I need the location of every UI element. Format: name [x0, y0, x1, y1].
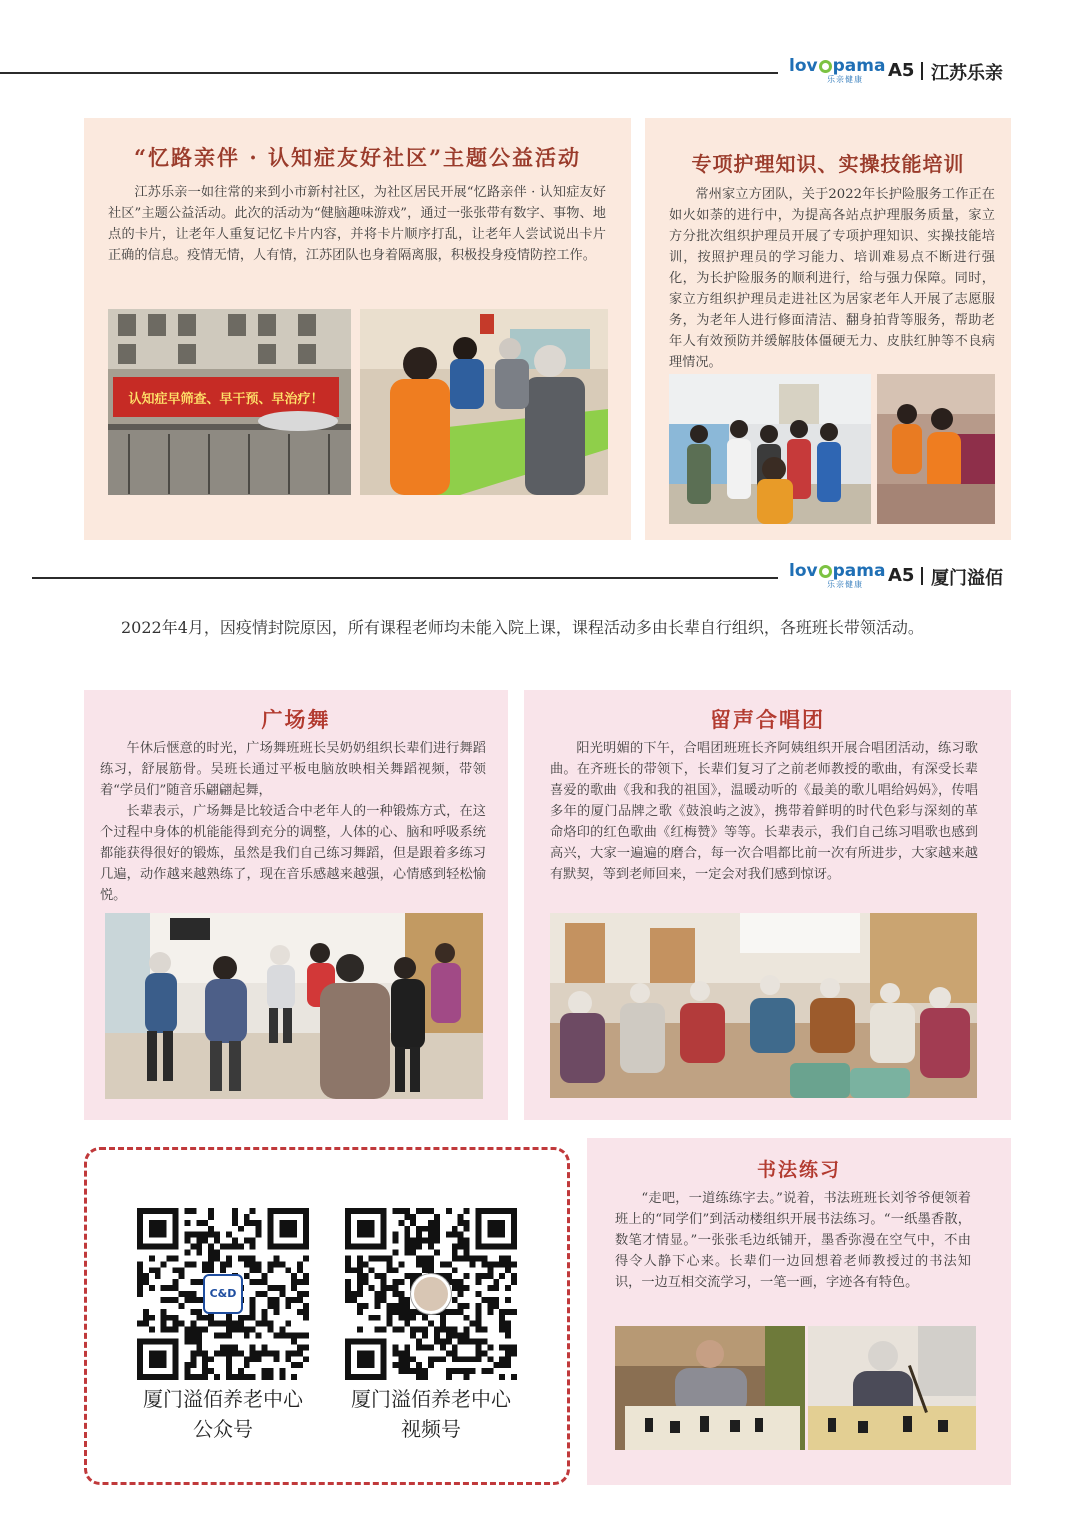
- qr-label-left: [113, 1384, 333, 1444]
- article-paragraph: 江苏乐亲一如往常的来到小市新村社区，为社区居民开展“忆路亲伴 · 认知症友好社区”主题公益活动。此次的活动为“健脑趣味游戏”，通过一张张带有数字、事物、地点的卡片，让老年人重复记忆卡片内容，并将卡片顺序打乱，让老年人尝试说出卡片正确的信息。疫情无情，人有情，江苏团队也身着隔离服，积极投身疫情防控工作。: [108, 185, 606, 263]
- photo-calligraphy-woman: [808, 1326, 976, 1450]
- qr-label-right: [321, 1384, 541, 1444]
- article-cognitive-friendly-community: [84, 118, 631, 540]
- qr-code-official-account[interactable]: [137, 1208, 309, 1380]
- photo-choir-practice: [550, 913, 977, 1098]
- lovpama-logo: [789, 563, 885, 589]
- article-paragraph: 长辈表示，广场舞是比较适合中老年人的一种锻炼方式，在这个过程中身体的机能能得到充分的调整，人体的心、脑和呼吸系统都能获得很好的锻炼，虽然是我们自己练习舞蹈，但是跟着多练习几遍，动作越来越熟练了，现在音乐感越来越强，心情感到轻松愉悦。: [100, 804, 486, 903]
- article-nursing-training: [645, 118, 1011, 540]
- logo-subtitle: 乐亲健康: [827, 75, 863, 84]
- logo-ring-icon: [819, 565, 832, 578]
- article-paragraph: “走吧，一道练练字去。”说着，书法班班长刘爷爷便领着班上的“同学们”到活动楼组织开展书法练习。“一纸墨香散，数笔才情显。”一张张毛边纸铺开，墨香弥漫在空气中，不由得令人静下心来。长辈们一边回想着老师教授过的书法知识，一边互相交流学习，一笔一画，字迹各有特色。: [615, 1191, 971, 1290]
- avatar-icon: [411, 1274, 451, 1314]
- article-paragraph: 常州家立方团队，关于2022年长护险服务工作正在如火如荼的进行中，为提高各站点护理服务质量，家立方分批次组织护理员开展了专项护理知识、实操技能培训，按照护理员的学习能力、培训难易点不断进行强化，为长护险服务的顺利进行，给与强力保障。同时，家立方组织护理员走进社区为居家老年人开展了志愿服务，为老年人进行修面清洁、翻身拍背等服务，帮助老年人有效预防并缓解肢体僵硬无力、皮肤红肿等不良病理情况。: [669, 187, 995, 370]
- cd-logo-icon: C&D: [203, 1274, 243, 1314]
- header-rule-top: [0, 72, 778, 74]
- article-body: [108, 182, 606, 266]
- qr-label-line: 公众号: [193, 1417, 253, 1441]
- qr-code-video-account[interactable]: [345, 1208, 517, 1380]
- qr-label-line: 厦门溢佰养老中心: [143, 1387, 303, 1411]
- article-choir: [524, 690, 1011, 1120]
- article-title: “忆路亲伴 · 认知症友好社区”主题公益活动: [133, 145, 582, 170]
- article-title: 留声合唱团: [710, 707, 825, 732]
- header-separator: [921, 62, 923, 80]
- header-separator: [921, 567, 923, 585]
- photo-square-dance: [105, 913, 483, 1099]
- article-paragraph: 午休后惬意的时光，广场舞班班长吴奶奶组织长辈们进行舞蹈练习，舒展筋骨。吴班长通过平板电脑放映相关舞蹈视频，带领着“学员们”随音乐翩翩起舞，: [100, 741, 486, 798]
- article-square-dance: [84, 690, 508, 1120]
- article-title: 广场舞: [261, 707, 331, 732]
- article-body: [100, 738, 486, 906]
- page-number: A5: [888, 565, 915, 586]
- section-name: 江苏乐亲: [931, 63, 1003, 84]
- photo-card-game: [360, 309, 608, 495]
- article-body: [669, 184, 995, 373]
- qr-label-line: 视频号: [401, 1417, 461, 1441]
- logo-text-right: pama: [832, 56, 886, 76]
- photo-training-group: [669, 374, 871, 524]
- article-title: 书法练习: [756, 1159, 841, 1181]
- section-name: 厦门溢佰: [931, 568, 1003, 589]
- intro-paragraph: 2022年4月，因疫情封院原因，所有课程老师均未能入院上课，课程活动多由长辈自行组织，各班班长带领活动。: [121, 618, 924, 637]
- logo-text-left: lov: [789, 561, 818, 581]
- photo-home-care-service: [877, 374, 995, 524]
- banner-text: 认知症早筛查、早干预、早治疗！: [128, 392, 324, 407]
- article-body: [615, 1188, 971, 1293]
- photo-community-banner: [108, 309, 351, 495]
- photo-calligraphy-man: [615, 1326, 805, 1450]
- logo-text-left: lov: [789, 56, 818, 76]
- qr-code-panel: [84, 1147, 570, 1485]
- logo-subtitle: 乐亲健康: [827, 580, 863, 589]
- article-calligraphy: [587, 1138, 1011, 1485]
- logo-text-right: pama: [832, 561, 886, 581]
- page-number: A5: [888, 60, 915, 81]
- header-rule-mid: [32, 577, 778, 579]
- article-body: [550, 738, 978, 885]
- lovpama-logo: [789, 58, 885, 84]
- article-title: 专项护理知识、实操技能培训: [691, 152, 965, 176]
- qr-label-line: 厦门溢佰养老中心: [351, 1387, 511, 1411]
- logo-ring-icon: [819, 60, 832, 73]
- article-paragraph: 阳光明媚的下午，合唱团班班长齐阿姨组织开展合唱团活动，练习歌曲。在齐班长的带领下，长辈们复习了之前老师教授的歌曲，有深受长辈喜爱的歌曲《我和我的祖国》，温暖动听的《最美的歌儿唱给妈妈》，传唱多年的厦门品牌之歌《鼓浪屿之波》，携带着鲜明的时代色彩与深刻的革命烙印的红色歌曲《红梅赞》等等。长辈表示，我们自己练习唱歌也感到高兴，大家一遍遍的磨合，每一次合唱都比前一次有所进步，大家越来越有默契，等到老师回来，一定会对我们感到惊讶。: [550, 741, 978, 882]
